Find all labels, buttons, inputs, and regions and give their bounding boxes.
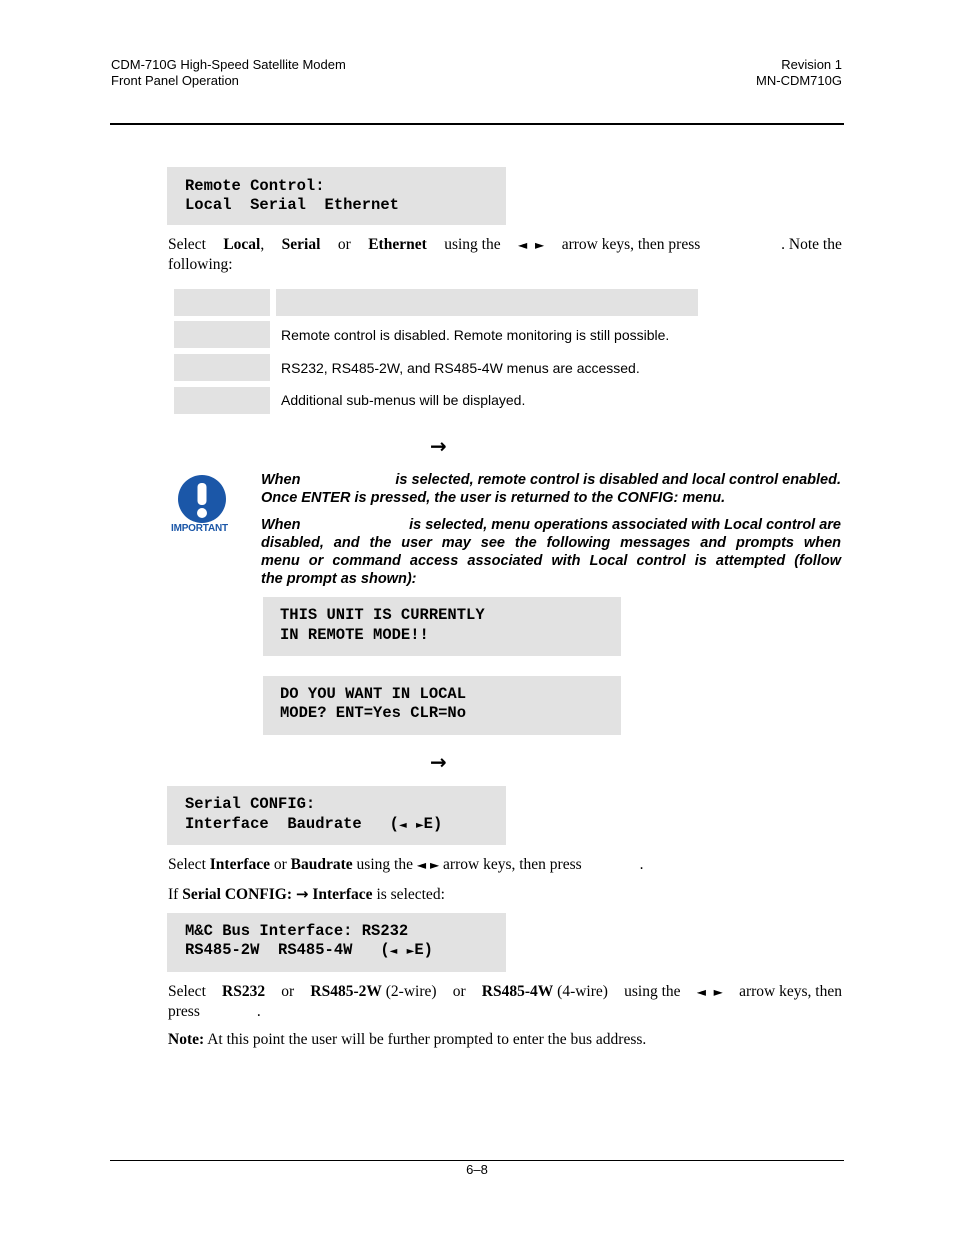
p4-rs485-2w: RS485-2W: [310, 983, 382, 1000]
left-arrow-icon: ◄: [416, 858, 427, 872]
left-arrow-icon: ◄: [389, 946, 398, 957]
if-serial-config-paragraph: [168, 884, 445, 905]
p3-if: If: [168, 886, 179, 903]
lcd-line-1: Remote Control:: [185, 177, 325, 195]
right-arrow-icon: ►: [415, 820, 424, 831]
right-arrow-icon: →: [430, 750, 447, 774]
p1-local: Local: [223, 236, 261, 253]
p2-interface: Interface: [209, 856, 270, 873]
header-subtitle: Front Panel Operation: [111, 73, 239, 88]
p1-ethernet: Ethernet: [368, 236, 427, 253]
imp2-line4: the prompt as shown):: [261, 571, 417, 587]
p1-word: Select: [168, 236, 206, 253]
right-arrow-icon: ►: [429, 858, 440, 872]
table-header-cell-2: [276, 289, 698, 316]
p4-select: Select: [168, 983, 206, 1000]
note-text: At this point the user will be further prompted to enter the bus address.: [207, 1031, 647, 1048]
imp1-when: When: [261, 472, 301, 488]
left-arrow-icon: ◄: [518, 238, 528, 252]
table-row-local-desc: Remote control is disabled. Remote monitoring is still possible.: [281, 327, 670, 343]
table-header-cell-1: [174, 289, 270, 316]
lcd-line-2: [185, 814, 442, 836]
p4-press: press: [168, 1003, 200, 1020]
p4-period: .: [256, 1003, 261, 1020]
p1-arrow-keys: arrow keys, then press: [561, 236, 701, 253]
p1-note: . Note the: [781, 236, 842, 253]
important-icon: [168, 474, 236, 538]
p1-serial: Serial: [281, 236, 321, 253]
right-arrow-icon: ►: [535, 238, 545, 252]
p2-period: .: [639, 856, 644, 873]
p4-or: or: [281, 983, 295, 1000]
note-paragraph: [168, 1030, 646, 1050]
table-row-label-ethernet: [174, 387, 270, 414]
lcd-bus-interface: [167, 913, 506, 972]
lcd-line-1: M&C Bus Interface: RS232: [185, 922, 409, 940]
p3-is-selected: is selected:: [376, 886, 445, 903]
right-arrow-icon: →: [430, 434, 447, 458]
left-arrow-icon: ◄: [398, 820, 407, 831]
imp2-rest: is selected, menu operations associated with Local control are: [409, 517, 841, 533]
table-row-ethernet-desc: Additional sub-menus will be displayed.: [281, 392, 526, 408]
p4-four-wire: (4-wire): [557, 983, 608, 1000]
right-arrow-icon: ►: [713, 985, 723, 999]
lcd-line-2: [185, 940, 433, 962]
p1-or: or: [337, 236, 351, 253]
table-row-label-serial: [174, 354, 270, 381]
select-remote-paragraph: [168, 235, 842, 275]
table-row-serial-desc: RS232, RS485-2W, and RS485-4W menus are accessed.: [281, 360, 640, 376]
lcd-line-1: Serial CONFIG:: [185, 795, 316, 813]
imp1-rest: is selected, remote control is disabled and local control enabled.: [395, 472, 841, 488]
p1-using: using the: [444, 236, 501, 253]
page-number: 6–8: [466, 1162, 488, 1177]
imp2-line3: menu or command access associated with Local control is attempted (follow: [261, 553, 841, 569]
lcd-line-2: IN REMOTE MODE!!: [280, 626, 429, 644]
p4-two-wire: (2-wire): [385, 983, 437, 1000]
table-row-label-local: [174, 321, 270, 348]
lcd-line-2-end: E): [414, 941, 433, 959]
p2-using: using the: [356, 856, 413, 873]
right-arrow-icon: →: [295, 885, 309, 903]
p3-serial-config: Serial CONFIG:: [182, 886, 292, 903]
p1-key-gap: [718, 235, 764, 255]
lcd-serial-config: [167, 786, 506, 845]
imp2-when: When: [261, 517, 301, 533]
important-text-1: [261, 471, 841, 507]
header-doc-number: MN-CDM710G: [756, 73, 842, 88]
p2-arrow-keys: arrow keys, then press: [443, 856, 582, 873]
footer-rule: [110, 1160, 844, 1161]
header-title: CDM-710G High-Speed Satellite Modem: [111, 57, 346, 72]
p4-rs485-4w: RS485-4W: [481, 983, 554, 1000]
p1-comma: ,: [260, 236, 265, 253]
lcd-remote-mode: [263, 597, 621, 656]
header-revision: Revision 1: [781, 57, 842, 72]
lcd-line-1: THIS UNIT IS CURRENTLY: [280, 606, 485, 624]
lcd-local-prompt: [263, 676, 621, 735]
note-label: Note:: [168, 1031, 205, 1048]
lcd-line-2: MODE? ENT=Yes CLR=No: [280, 704, 467, 722]
header-rule: [110, 123, 844, 125]
select-interface-paragraph: [168, 855, 644, 875]
p3-interface: Interface: [312, 886, 373, 903]
lcd-remote-control: [167, 167, 506, 225]
select-rs-paragraph: [168, 982, 842, 1022]
imp1-line2: Once ENTER is pressed, the user is returned to the CONFIG: menu.: [261, 490, 726, 506]
lcd-line-2-end: E): [423, 815, 443, 833]
p4-rs232: RS232: [222, 983, 266, 1000]
left-arrow-icon: ◄: [696, 985, 706, 999]
p4-or-2: or: [452, 983, 466, 1000]
p4-using: using the: [624, 983, 681, 1000]
lcd-line-1: DO YOU WANT IN LOCAL: [280, 685, 467, 703]
lcd-line-2-text: Interface Baudrate (: [185, 815, 399, 833]
p2-or: or: [273, 856, 287, 873]
lcd-line-2-text: RS485-2W RS485-4W (: [185, 941, 390, 959]
imp2-gap: [337, 516, 373, 534]
imp2-line2: disabled, and the user may see the following messages and prompts when: [261, 535, 841, 551]
important-label: IMPORTANT: [171, 523, 228, 534]
important-text-2: [261, 516, 841, 588]
right-arrow-icon: ►: [406, 946, 415, 957]
p2-baudrate: Baudrate: [290, 856, 353, 873]
p1-following: following:: [168, 256, 233, 273]
lcd-line-2: Local Serial Ethernet: [185, 196, 399, 214]
p4-arrow-keys: arrow keys, then: [739, 983, 842, 1000]
imp1-gap: [339, 471, 357, 489]
p2-select: Select: [168, 856, 206, 873]
